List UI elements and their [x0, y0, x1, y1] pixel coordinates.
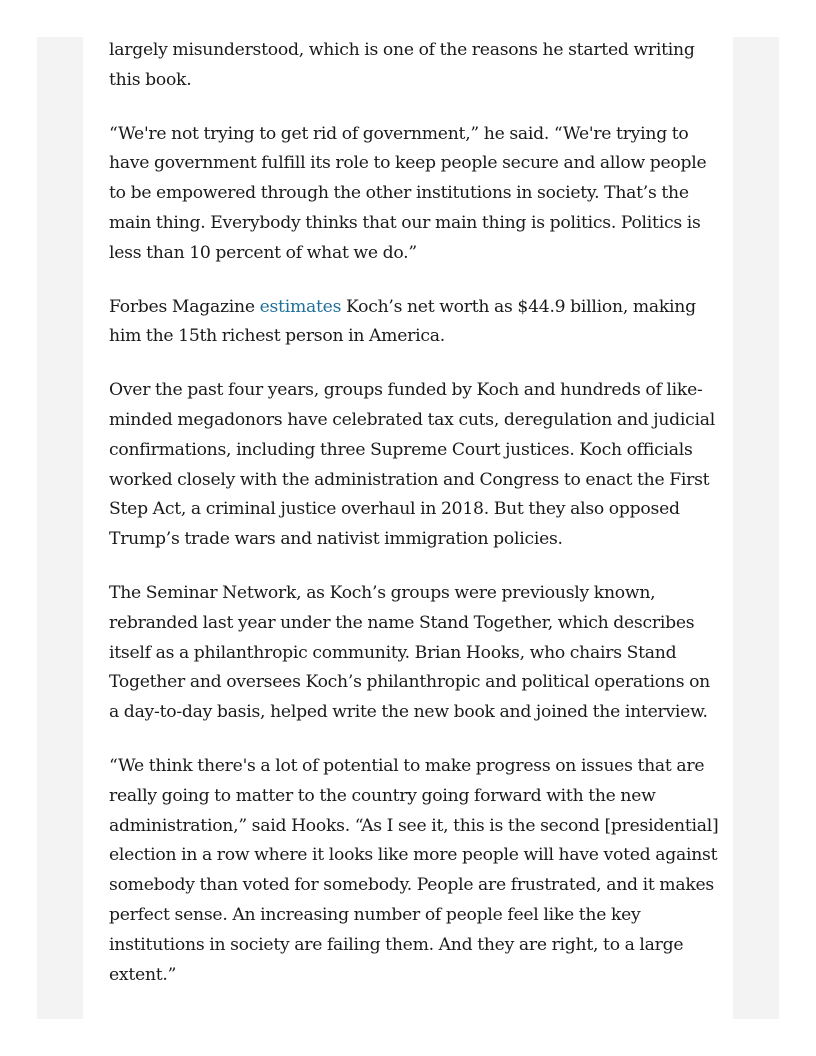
- left-margin-rail: [37, 37, 83, 1019]
- estimates-link[interactable]: estimates: [259, 296, 342, 317]
- right-margin-rail: [733, 37, 779, 1019]
- article-paragraph: “We're not trying to get rid of government,” he said. “We're trying to have government fulfill its role to keep people secure and allow people to be empowered through the other institutions in society. That’s the main thing. Everybody thinks that our main thing is politics. Politics is less than 10 percent of what we do.”: [109, 123, 707, 263]
- article-paragraph: Over the past four years, groups funded by Koch and hundreds of like-minded megadonors have celebrated tax cuts, deregulation and judicial confirmations, including three Supreme Court justices. Koch officials worked closely with the administration and Congress to enact the First Step Act, a criminal justice overhaul in 2018. But they also opposed Trump’s trade wars and nativist immigration policies.: [109, 380, 716, 550]
- article-paragraph: The Seminar Network, as Koch’s groups were previously known, rebranded last year under the name Stand Together, which describes itself as a philanthropic community. Brian Hooks, who chairs Stand Together and oversees Koch’s philanthropic and political operations on a day-to-day basis, helped write the new book and joined the interview.: [109, 582, 711, 723]
- paragraph-text: Forbes Magazine: [109, 296, 260, 317]
- article-paragraph: [109, 293, 719, 353]
- article-body: [109, 36, 719, 1014]
- paragraph-text: Koch’s net worth as $44.9 billion, making him the 15th richest person in America.: [109, 296, 696, 347]
- article-paragraph: “We think there's a lot of potential to make progress on issues that are really going to matter to the country going forward with the new administration,” said Hooks. “As I see it, this is the second [presidential] election in a row where it looks like more people will have voted against somebody than voted for somebody. People are frustrated, and it makes perfect sense. An increasing number of people feel like the key institutions in society are failing them. And they are right, to a large extent.”: [109, 755, 719, 985]
- article-paragraph: largely misunderstood, which is one of the reasons he started writing this book.: [109, 40, 695, 90]
